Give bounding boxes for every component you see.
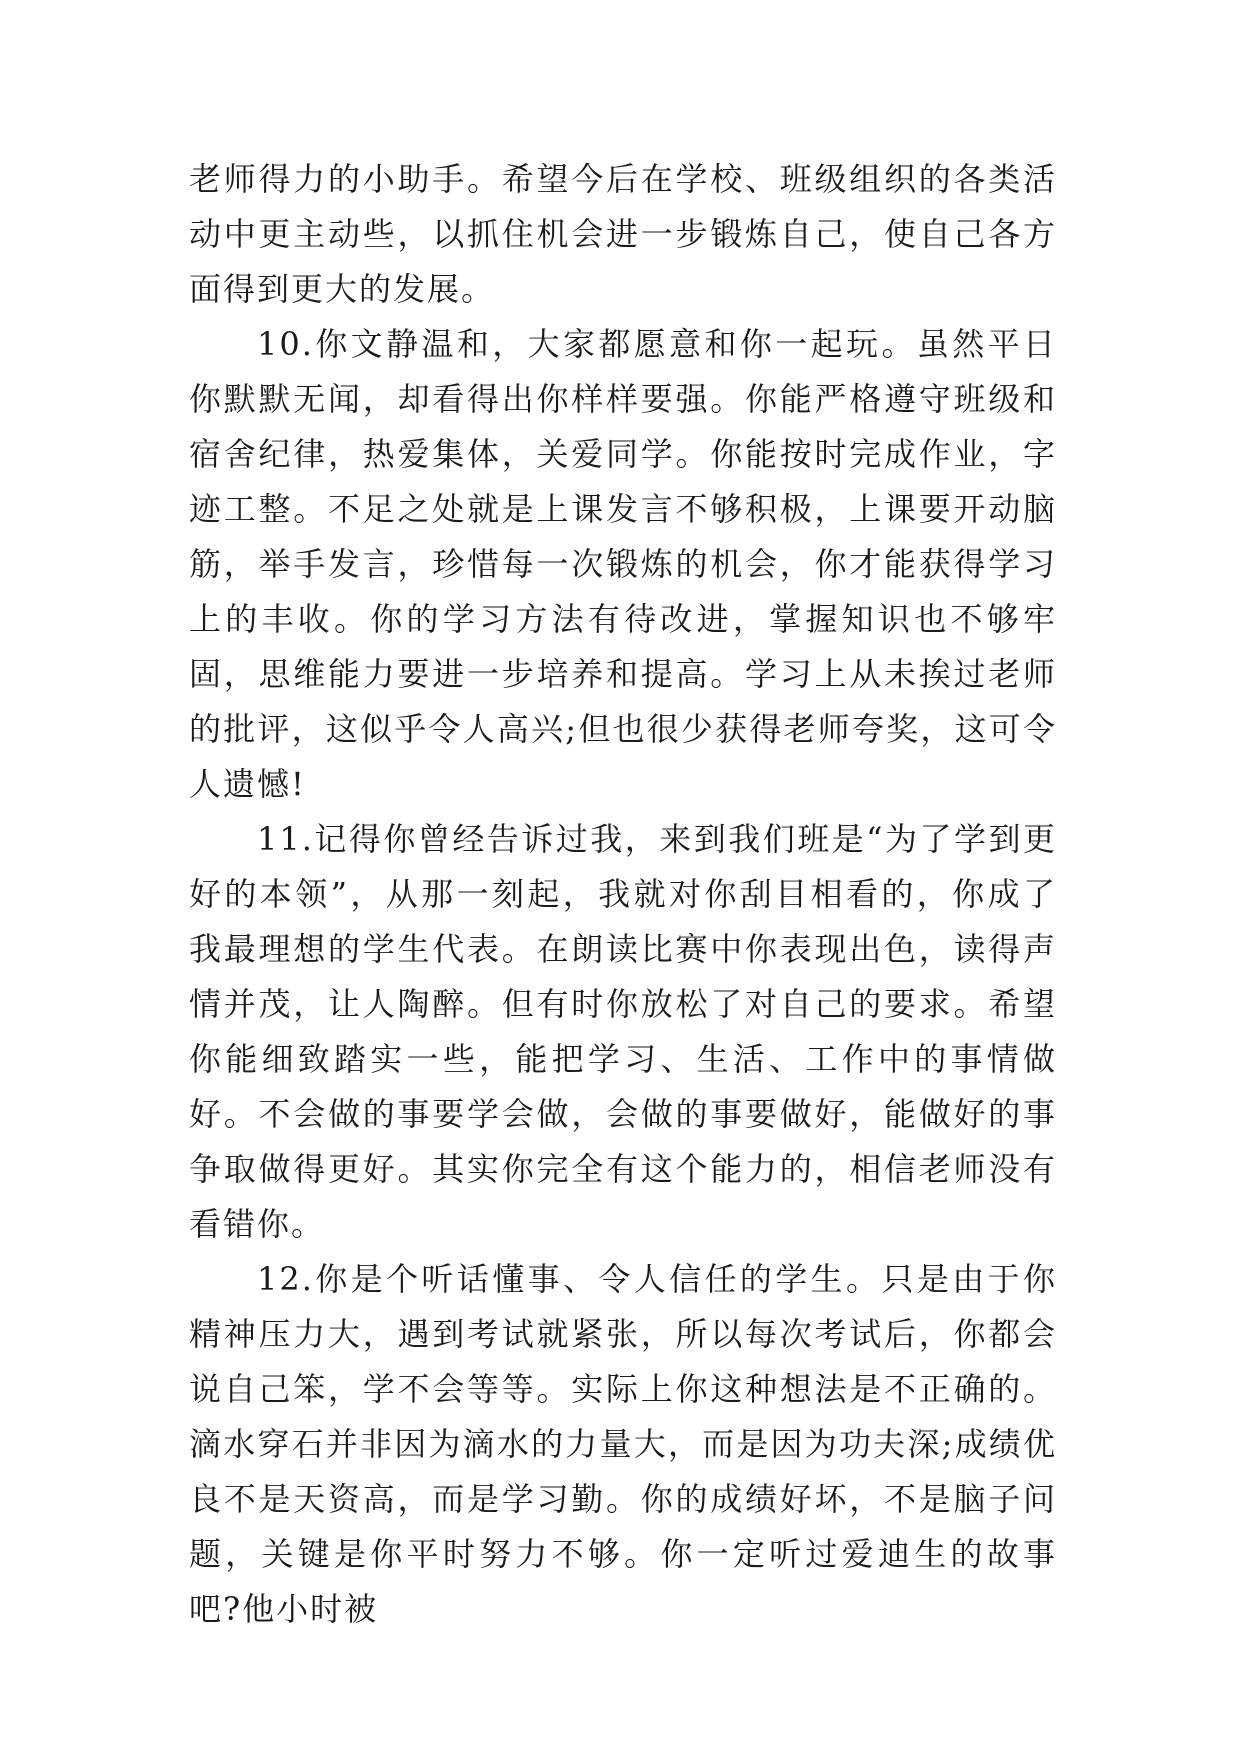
paragraph-comment-11: 11.记得你曾经告诉过我，来到我们班是“为了学到更好的本领”，从那一刻起，我就对你刮目相看的，你成了我最理想的学生代表。在朗读比赛中你表现出色，读得声情并茂，让人陶醉。但有时你放松了对自己的要求。希望你能细致踏实一些，能把学习、生活、工作中的事情做好。不会做的事要学会做，会做的事要做好，能做好的事争取做得更好。其实你完全有这个能力的，相信老师没有看错你。 [189, 820, 1057, 1243]
paragraph-continuation: 老师得力的小助手。希望今后在学校、班级组织的各类活动中更主动些，以抓住机会进一步锻炼自己，使自己各方面得到更大的发展。 [189, 160, 1057, 308]
paragraph-comment-12: 12.你是个听话懂事、令人信任的学生。只是由于你精神压力大，遇到考试就紧张，所以每次考试后，你都会说自己笨，学不会等等。实际上你这种想法是不正确的。滴水穿石并非因为滴水的力量大，而是因为功夫深;成绩优良不是天资高，而是学习勤。你的成绩好坏，不是脑子问题，关键是你平时努力不够。你一定听过爱迪生的故事吧?他小时被 [189, 1260, 1057, 1628]
document-body [189, 152, 1057, 1637]
paragraph-comment-10: 10.你文静温和，大家都愿意和你一起玩。虽然平日你默默无闻，却看得出你样样要强。你能严格遵守班级和宿舍纪律，热爱集体，关爱同学。你能按时完成作业，字迹工整。不足之处就是上课发言不够积极，上课要开动脑筋，举手发言，珍惜每一次锻炼的机会，你才能获得学习上的丰收。你的学习方法有待改进，掌握知识也不够牢固，思维能力要进一步培养和提高。学习上从未挨过老师的批评，这似乎令人高兴;但也很少获得老师夸奖，这可令人遗憾! [189, 325, 1057, 803]
